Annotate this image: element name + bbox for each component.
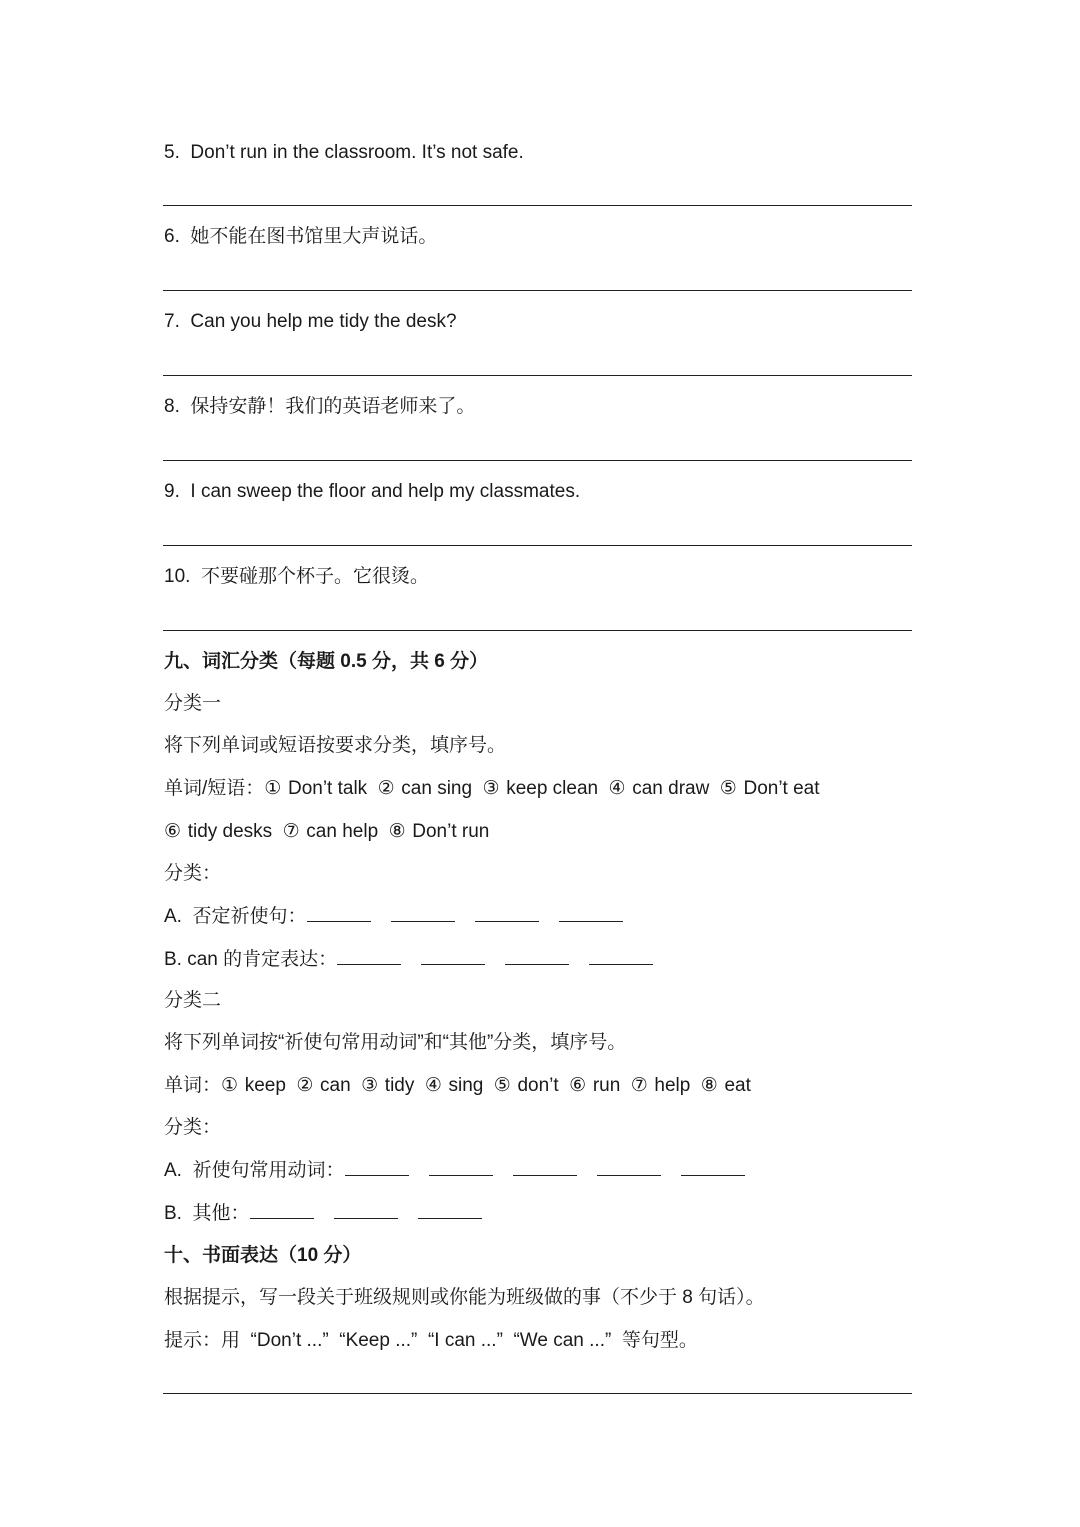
answer-blank[interactable] [421, 946, 485, 965]
word-item: don’t [517, 1075, 559, 1096]
word-item: can help [306, 821, 379, 842]
answer-blank[interactable] [589, 946, 653, 965]
word-item: can [320, 1075, 351, 1096]
word-item: can sing [401, 778, 473, 799]
answer-blank[interactable] [391, 903, 455, 922]
answer-blank[interactable] [597, 1157, 661, 1176]
part-1-classify-label: 分类： [164, 863, 222, 884]
answer-blank[interactable] [475, 903, 539, 922]
answer-blank[interactable] [513, 1157, 577, 1176]
question-6: 6. 她不能在图书馆里大声说话。 [164, 226, 438, 247]
part-2-classify-label: 分类： [164, 1117, 222, 1138]
answer-blank[interactable] [681, 1157, 745, 1176]
answer-line-6 [163, 290, 912, 291]
answer-blank[interactable] [337, 946, 401, 965]
part-1-word-list-line-1: 单词/短语：① Don’t talk ② can sing ③ keep clean ④ can draw ⑤ Don’t eat [164, 778, 820, 799]
word-item: keep clean [506, 778, 599, 799]
question-9: 9. I can sweep the floor and help my classmates. [164, 481, 581, 502]
question-5: 5. Don’t run in the classroom. It’s not safe. [164, 142, 524, 163]
answer-blank[interactable] [250, 1200, 314, 1219]
answer-line-8 [163, 460, 912, 461]
part-2-heading: 分类二 [164, 990, 222, 1011]
answer-blank[interactable] [429, 1157, 493, 1176]
word-item: run [592, 1075, 621, 1096]
word-item: keep [244, 1075, 286, 1096]
word-item: help [654, 1075, 691, 1096]
answer-blank[interactable] [307, 903, 371, 922]
answer-line-5 [163, 205, 912, 206]
part-2-row-b: B. 其他： [164, 1200, 482, 1227]
part-1-row-b: B. can 的肯定表达： [164, 946, 653, 973]
word-item: Don’t run [412, 821, 490, 842]
part-2-row-a: A. 祈使句常用动词： [164, 1157, 745, 1184]
answer-blank[interactable] [418, 1200, 482, 1219]
part-1-instruction: 将下列单词或短语按要求分类，填序号。 [164, 735, 507, 756]
word-item: tidy [384, 1075, 415, 1096]
part-1-heading: 分类一 [164, 693, 222, 714]
word-item: tidy desks [187, 821, 273, 842]
answer-line-10 [163, 630, 912, 631]
answer-line-7 [163, 375, 912, 376]
answer-blank[interactable] [559, 903, 623, 922]
answer-blank[interactable] [345, 1157, 409, 1176]
writing-answer-line[interactable] [163, 1393, 912, 1394]
question-7: 7. Can you help me tidy the desk? [164, 311, 457, 332]
part-2-instruction: 将下列单词按“祈使句常用动词”和“其他”分类，填序号。 [164, 1032, 627, 1053]
section-10-hint: 提示：用 “Don’t ...” “Keep ...” “I can ...” “We can ...” 等句型。 [164, 1330, 698, 1351]
section-10-instruction: 根据提示，写一段关于班级规则或你能为班级做的事（不少于 8 句话）。 [164, 1287, 765, 1308]
answer-blank[interactable] [505, 946, 569, 965]
answer-blank[interactable] [334, 1200, 398, 1219]
word-item: can draw [632, 778, 710, 799]
word-item: Don’t talk [287, 778, 368, 799]
answer-line-9 [163, 545, 912, 546]
question-10: 10. 不要碰那个杯子。它很烫。 [164, 566, 429, 587]
section-9-title: 九、词汇分类（每题 0.5 分，共 6 分） [164, 651, 489, 672]
word-item: eat [724, 1075, 751, 1096]
word-list-label: 单词： [164, 1075, 222, 1096]
part-2-word-list: 单词：① keep ② can ③ tidy ④ sing ⑤ don’t ⑥ run ⑦ help ⑧ eat [164, 1075, 751, 1096]
part-1-row-a: A. 否定祈使句： [164, 903, 623, 930]
section-10-title: 十、书面表达（10 分） [164, 1245, 362, 1266]
word-item: Don’t eat [743, 778, 820, 799]
word-list-label: 单词/短语： [164, 778, 265, 799]
word-item: sing [448, 1075, 484, 1096]
question-8: 8. 保持安静！我们的英语老师来了。 [164, 396, 476, 417]
part-1-word-list-line-2: ⑥ tidy desks ⑦ can help ⑧ Don’t run [164, 821, 490, 842]
